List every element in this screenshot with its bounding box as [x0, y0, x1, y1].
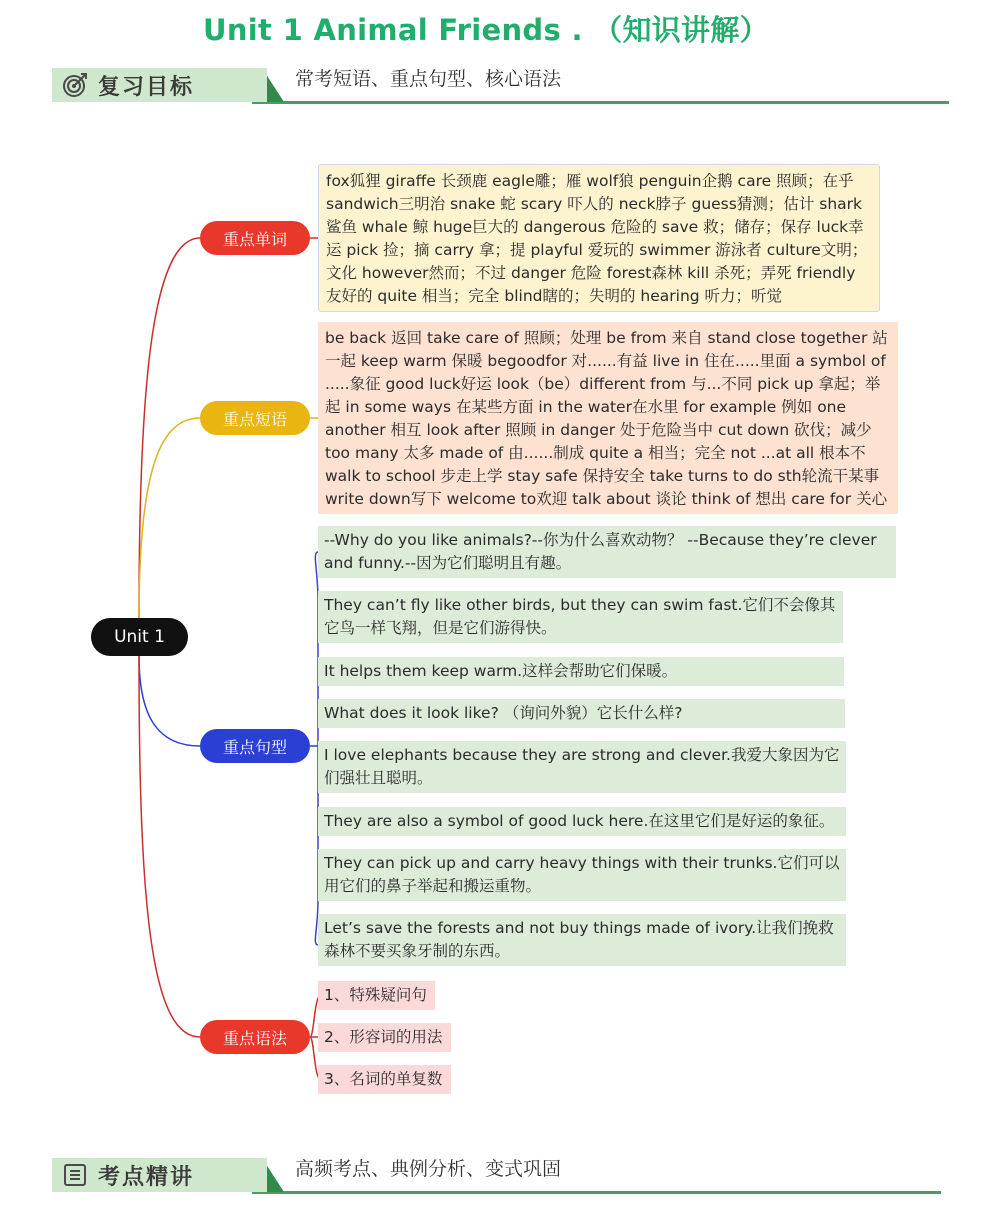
- branch-key-phrases: 重点短语: [200, 401, 310, 435]
- sentence-item: I love elephants because they are strong and clever.我爱大象因为它们强壮且聪明。: [318, 741, 846, 793]
- key-phrases-box: be back 返回 take care of 照顾；处理 be from 来自 stand close together 站一起 keep warm 保暖 begoodfor 对......有益 live in 住在.....里面 a symbol of .....象征 good luck好运 look（be）different from 与...不同 pick up 拿起；举起 in some ways 在某些方面 in the water在水里 for example 例如 one another 相互 look after 照顾 in danger 处于危险当中 cut down 砍伐；减少 too many 太多 made of 由......制成 quite a 相当；完全 not ...at all 根本不 walk to school 步走上学 stay safe 保持安全 take turns to do sth轮流干某事 write down写下 welcome to欢迎 talk about 谈论 think of 想出 care for 关心: [318, 322, 898, 514]
- sentence-item: It helps them keep warm.这样会帮助它们保暖。: [318, 657, 844, 686]
- banner-tag-label: 复习目标: [98, 74, 195, 100]
- grammar-item: 1、特殊疑问句: [318, 981, 435, 1010]
- sentence-item: They can pick up and carry heavy things with their trunks.它们可以用它们的鼻子举起和搬运重物。: [318, 849, 846, 901]
- branch-key-sentences: 重点句型: [200, 729, 310, 763]
- banner-subtitle: 常考短语、重点句型、核心语法: [295, 68, 562, 90]
- section-banner-key-points: [52, 1156, 941, 1196]
- notebook-icon: [62, 1162, 88, 1188]
- mind-map-root: Unit 1: [91, 618, 188, 656]
- sentence-item: Let’s save the forests and not buy things made of ivory.让我们挽救森林不要买象牙制的东西。: [318, 914, 846, 966]
- branch-key-words: 重点单词: [200, 221, 310, 255]
- banner-tag-label: 考点精讲: [98, 1164, 195, 1190]
- banner-tag: [52, 1158, 267, 1192]
- grammar-item: 2、形容词的用法: [318, 1023, 451, 1052]
- sentence-item: They can’t fly like other birds, but they can swim fast.它们不会像其它鸟一样飞翔，但是它们游得快。: [318, 591, 843, 643]
- grammar-item: 3、名词的单复数: [318, 1065, 451, 1094]
- banner-subtitle: 高频考点、典例分析、变式巩固: [295, 1158, 562, 1180]
- sentence-item: What does it look like? （询问外貌）它长什么样?: [318, 699, 845, 728]
- banner-underline: [252, 1191, 941, 1194]
- key-words-box: fox狐狸 giraffe 长颈鹿 eagle雕；雁 wolf狼 penguin企鹅 care 照顾；在乎 sandwich三明治 snake 蛇 scary 吓人的 neck脖子 guess猜测；估计 shark 鲨鱼 whale 鲸 huge巨大的 dangerous 危险的 save 救；储存；保存 luck幸运 pick 捡；摘 carry 拿；提 playful 爱玩的 swimmer 游泳者 culture文明；文化 however然而；不过 danger 危险 forest森林 kill 杀死；弄死 friendly 友好的 quite 相当；完全 blind瞎的；失明的 hearing 听力；听觉: [318, 164, 880, 312]
- page-title: Unit 1 Animal Friends . （知识讲解）: [203, 13, 769, 47]
- sentence-item: --Why do you like animals?--你为什么喜欢动物？ --Because they’re clever and funny.--因为它们聪明且有趣。: [318, 526, 896, 578]
- branch-key-grammar: 重点语法: [200, 1020, 310, 1054]
- sentence-item: They are also a symbol of good luck here.在这里它们是好运的象征。: [318, 807, 846, 836]
